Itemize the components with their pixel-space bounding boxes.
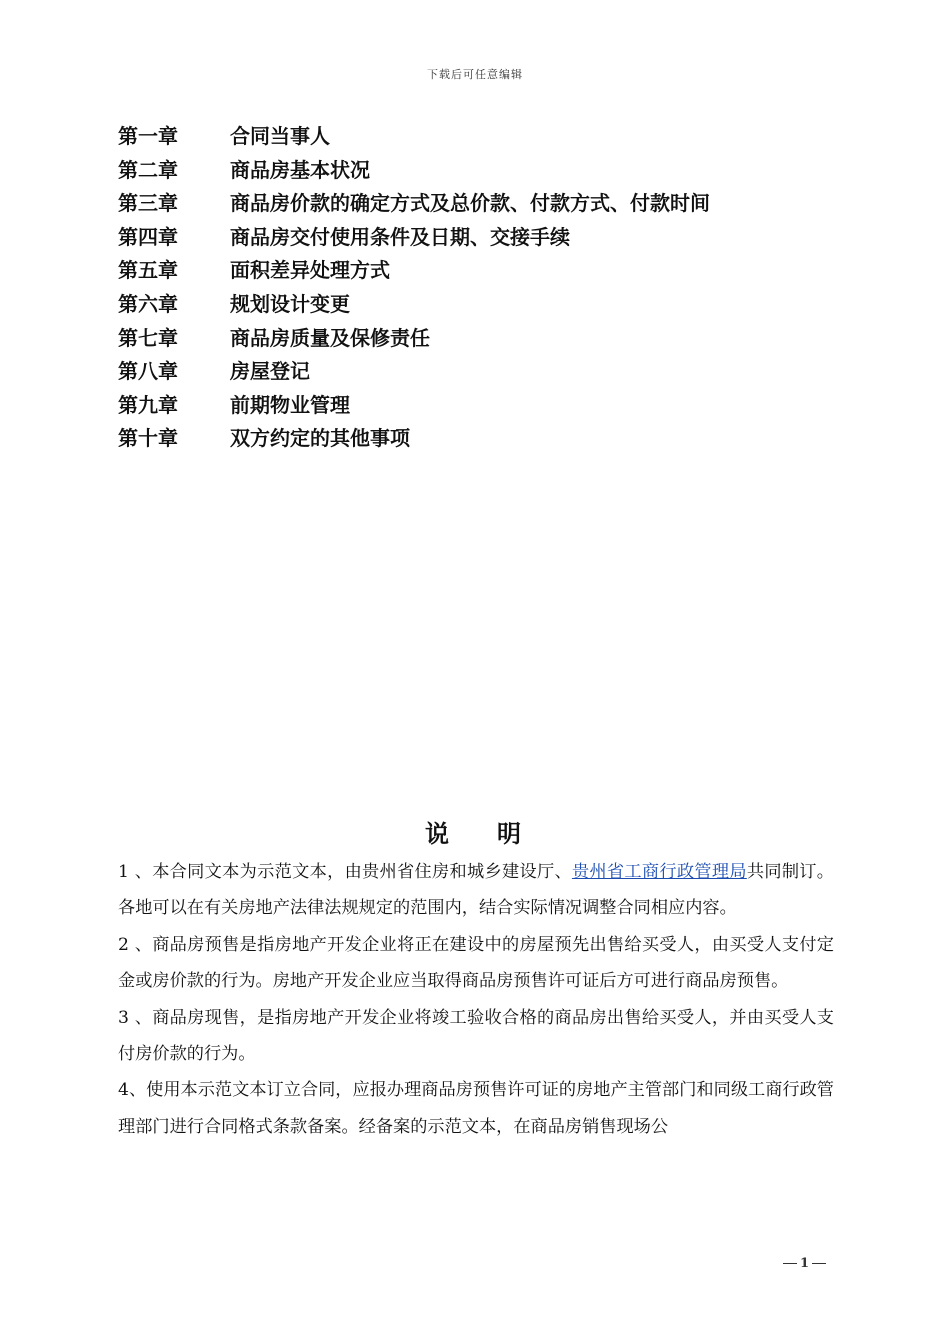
- toc-item: [118, 187, 838, 221]
- paragraph-1: [118, 854, 834, 927]
- toc-chapter-title: 合同当事人: [230, 124, 330, 148]
- toc-chapter-number: 第九章: [118, 392, 178, 417]
- toc-item: [118, 288, 838, 322]
- toc-chapter-title: 前期物业管理: [230, 392, 350, 417]
- paragraph-1-text-before: 1 、本合同文本为示范文本，由贵州省住房和城乡建设厅、: [118, 862, 572, 882]
- toc-chapter-number: 第一章: [118, 124, 178, 148]
- toc-chapter-title: 面积差异处理方式: [230, 258, 390, 283]
- footer-dash-left: [783, 1263, 797, 1264]
- toc-chapter-number: 第四章: [118, 224, 178, 249]
- toc-item: [118, 422, 838, 456]
- toc-chapter-title: 双方约定的其他事项: [230, 426, 410, 451]
- toc-chapter-title: 商品房基本状况: [230, 157, 370, 182]
- toc-chapter-number: 第八章: [118, 359, 178, 384]
- toc-item: [118, 322, 838, 356]
- table-of-contents: [118, 120, 838, 456]
- toc-item: [118, 355, 838, 389]
- page-footer: [780, 1256, 829, 1271]
- toc-chapter-title: 商品房交付使用条件及日期、交接手续: [230, 224, 570, 249]
- toc-item: [118, 221, 838, 255]
- toc-chapter-number: 第六章: [118, 291, 178, 316]
- toc-item: [118, 389, 838, 423]
- footer-dash-right: [812, 1263, 826, 1264]
- paragraph-1-text-after: 共同制订。各地可以在有关房地产法律法规规定的范围内，结合实际情况调整合同相应内容。: [118, 862, 834, 919]
- authority-link[interactable]: 贵州省工商行政管理局: [571, 862, 747, 882]
- section-heading-part1: 说: [425, 819, 453, 848]
- toc-item: [118, 120, 838, 154]
- page-header: 下载后可任意编辑: [427, 68, 523, 81]
- toc-chapter-number: 第七章: [118, 325, 178, 350]
- toc-chapter-number: 第十章: [118, 426, 178, 451]
- section-heading: [0, 814, 950, 849]
- section-heading-part2: 明: [497, 819, 525, 848]
- paragraph-3: 3 、商品房现售，是指房地产开发企业将竣工验收合格的商品房出售给买受人，并由买受人支付房价款的行为。: [118, 1007, 834, 1065]
- paragraph-4: 4、使用本示范文本订立合同，应报办理商品房预售许可证的房地产主管部门和同级工商行政管理部门进行合同格式条款备案。经备案的示范文本，在商品房销售现场公: [118, 1080, 834, 1137]
- toc-item: [118, 154, 838, 188]
- section-body: [118, 854, 834, 1145]
- toc-chapter-number: 第二章: [118, 157, 178, 182]
- paragraph-2: 2 、商品房预售是指房地产开发企业将正在建设中的房屋预先出售给买受人，由买受人支付定金或房价款的行为。房地产开发企业应当取得商品房预售许可证后方可进行商品房预售。: [118, 934, 834, 992]
- toc-chapter-number: 第五章: [118, 258, 178, 283]
- toc-chapter-title: 规划设计变更: [230, 291, 350, 316]
- toc-chapter-title: 商品房价款的确定方式及总价款、付款方式、付款时间: [230, 191, 710, 216]
- toc-chapter-title: 商品房质量及保修责任: [230, 325, 430, 350]
- toc-chapter-title: 房屋登记: [230, 359, 310, 384]
- page-number: 1: [800, 1256, 810, 1271]
- toc-chapter-number: 第三章: [118, 191, 178, 216]
- toc-item: [118, 254, 838, 288]
